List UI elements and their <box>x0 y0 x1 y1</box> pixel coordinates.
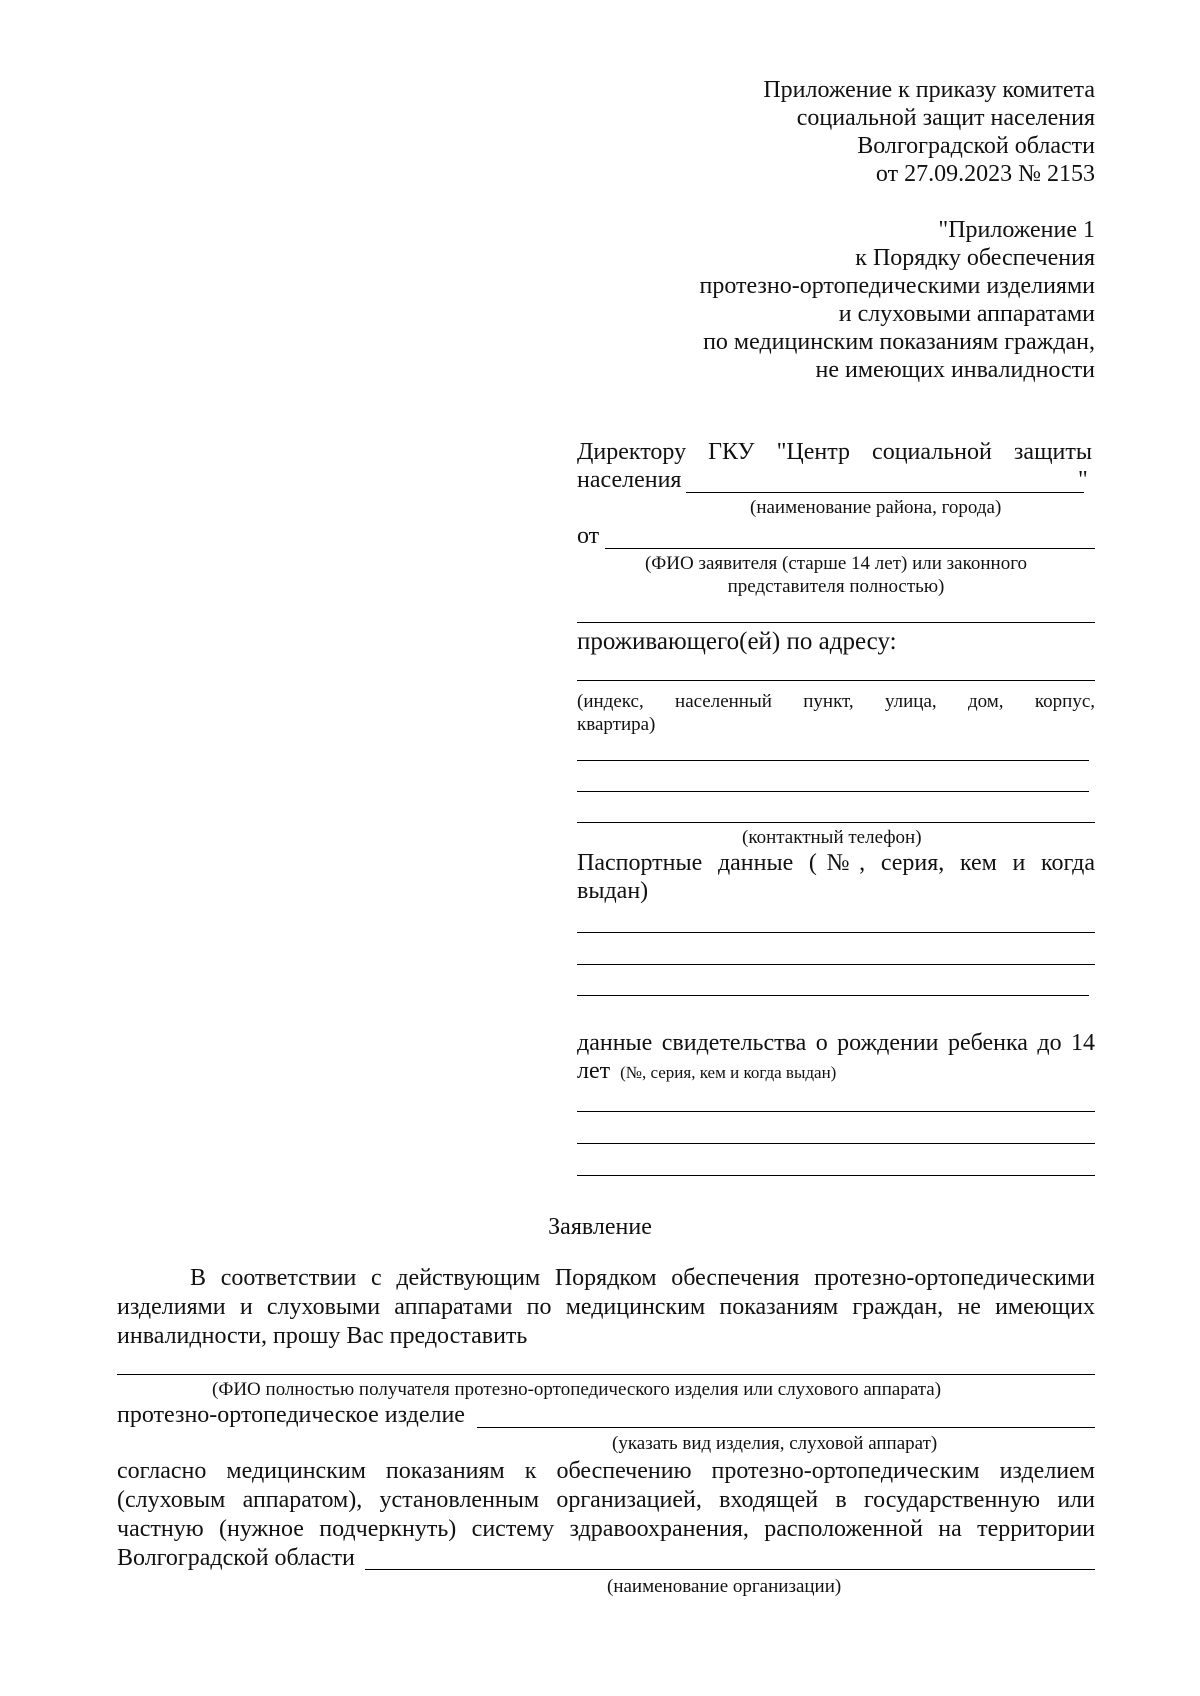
passport-fill-line[interactable] <box>577 932 1095 933</box>
statement-paragraph-line: частную (нужное подчеркнуть) систему здравоохранения, расположенной на территории <box>117 1516 1095 1542</box>
procedure-appendix-line: по медицинским показаниям граждан, <box>703 329 1095 355</box>
birth-cert-fill-line[interactable] <box>577 1111 1095 1112</box>
procedure-appendix-line: протезно-ортопедическими изделиями <box>699 273 1095 299</box>
statement-paragraph-line: В соответствии с действующим Порядком обеспечения протезно-ортопедическими <box>190 1265 1095 1291</box>
birth-cert-fill-line-3[interactable] <box>577 1175 1095 1176</box>
address-hint-cont: квартира) <box>577 714 656 735</box>
recipient-fill-line[interactable] <box>117 1374 1095 1375</box>
procedure-appendix-line: не имеющих инвалидности <box>815 357 1095 383</box>
product-hint: (указать вид изделия, слуховой аппарат) <box>612 1433 938 1454</box>
passport-label: Паспортные данные (№, серия, кем и когда <box>577 850 1095 876</box>
passport-fill-line-2[interactable] <box>577 964 1095 965</box>
organization-fill-line[interactable] <box>365 1569 1095 1570</box>
organization-hint: (наименование организации) <box>607 1576 842 1597</box>
applicant-hint-line: представителя полностью) <box>727 576 945 597</box>
procedure-appendix-header <box>535 216 1095 384</box>
birth-cert-fill-line-2[interactable] <box>577 1143 1095 1144</box>
address-label: проживающего(ей) по адресу: <box>577 628 897 655</box>
closing-quote: " <box>1078 467 1088 493</box>
district-hint: (наименование района, города) <box>750 497 1002 518</box>
addressee-line: Директору ГКУ "Центр социальной защиты <box>577 439 1092 465</box>
order-appendix-line: от 27.09.2023 № 2153 <box>875 161 1095 187</box>
from-label: от <box>577 523 600 549</box>
birth-cert-years: лет <box>577 1058 611 1084</box>
passport-label-cont: выдан) <box>577 878 649 904</box>
applicant-name-fill-line[interactable] <box>605 548 1095 549</box>
statement-paragraph-line: инвалидности, прошу Вас предоставить <box>117 1323 528 1349</box>
order-appendix-line: Приложение к приказу комитета <box>763 77 1095 103</box>
address-fill-line-3[interactable] <box>577 791 1089 792</box>
statement-paragraph-line: изделиями и слуховыми аппаратами по медицинским показаниям граждан, не имеющих <box>117 1294 1095 1320</box>
order-appendix-line: социальной защит населения <box>796 105 1095 131</box>
address-fill-line-2[interactable] <box>577 760 1089 761</box>
birth-cert-label: данные свидетельства о рождении ребенка до 14 <box>577 1030 1095 1056</box>
birth-cert-label-cont <box>577 1057 836 1085</box>
address-fill-line[interactable] <box>577 680 1095 681</box>
statement-paragraph-line: (слуховым аппаратом), установленным организацией, входящей в государственную или <box>117 1487 1095 1513</box>
phone-hint: (контактный телефон) <box>742 827 922 848</box>
district-fill-line[interactable] <box>686 492 1084 493</box>
applicant-hint-line: (ФИО заявителя (старше 14 лет) или законного <box>644 553 1028 574</box>
procedure-appendix-line: и слуховыми аппаратами <box>838 301 1095 327</box>
recipient-hint: (ФИО полностью получателя протезно-ортопедического изделия или слухового аппарата) <box>212 1379 942 1400</box>
applicant-hint <box>577 552 1095 598</box>
passport-fill-line-3[interactable] <box>577 995 1089 996</box>
birth-cert-hint: (№, серия, кем и когда выдан) <box>620 1063 837 1082</box>
addressee-district-label: населения <box>577 467 682 493</box>
applicant-name-fill-line-2[interactable] <box>577 622 1095 623</box>
order-appendix-header <box>575 76 1095 188</box>
address-hint: (индекс, населенный пункт, улица, дом, корпус, <box>577 691 1095 712</box>
procedure-appendix-line: к Порядку обеспечения <box>855 245 1095 271</box>
product-label: протезно-ортопедическое изделие <box>117 1402 465 1428</box>
statement-paragraph-line: Волгоградской области <box>117 1545 355 1571</box>
statement-paragraph-line: согласно медицинским показаниям к обеспечению протезно-ортопедическим изделием <box>117 1458 1095 1484</box>
phone-fill-line[interactable] <box>577 822 1095 823</box>
order-appendix-line: Волгоградской области <box>857 133 1095 159</box>
statement-title: Заявление <box>548 1214 652 1240</box>
procedure-appendix-line: "Приложение 1 <box>938 217 1095 243</box>
product-fill-line[interactable] <box>477 1427 1095 1428</box>
